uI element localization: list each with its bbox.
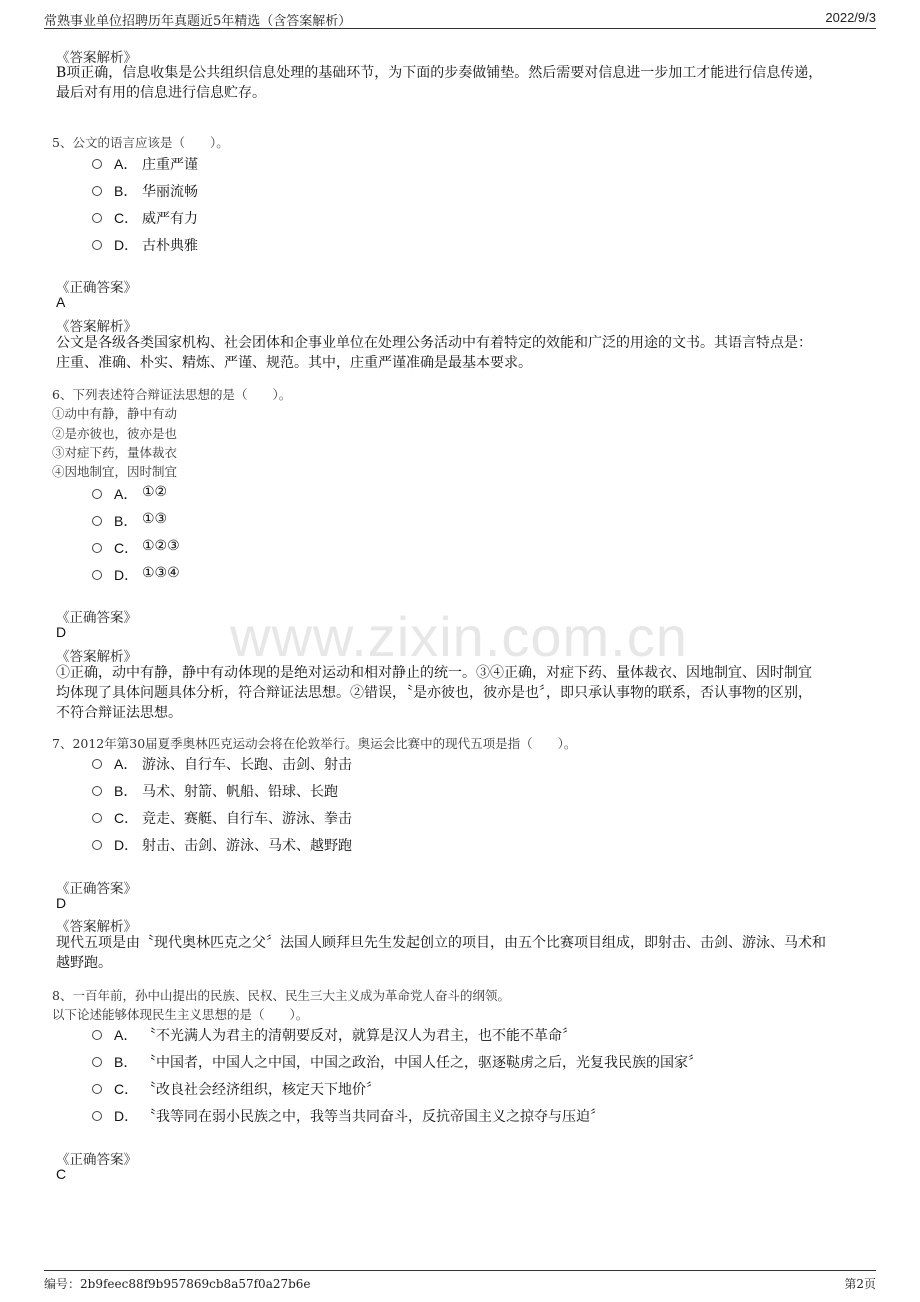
- analysis-line: B项正确，信息收集是公共组织信息处理的基础环节，为下面的步奏做铺垫。然后需要对信息进一步加工才能进行信息传递，: [56, 65, 823, 81]
- answer-heading: 《正确答案》: [56, 1152, 137, 1168]
- analysis-heading: 《答案解析》: [56, 649, 137, 665]
- option-label: B．: [114, 1054, 138, 1070]
- option-label: D．: [114, 837, 139, 853]
- radio-icon[interactable]: [92, 489, 102, 499]
- option-label: A．: [114, 156, 138, 172]
- option-text: ①③: [142, 511, 168, 527]
- page-footer: [44, 1270, 876, 1297]
- question-8: 8、一百年前，孙中山提出的民族、民权、民生三大主义成为革命党人奋斗的纲领。: [52, 988, 510, 1003]
- option-text: 〝不光满人为君主的清朝要反对，就算是汉人为君主，也不能不革命〞: [142, 1028, 576, 1044]
- analysis-line: 越野跑。: [56, 955, 112, 971]
- option-text: 〝我等同在弱小民族之中，我等当共同奋斗，反抗帝国主义之掠夺与压迫〞: [142, 1109, 604, 1125]
- radio-icon[interactable]: [92, 840, 102, 850]
- option-label: A．: [114, 1027, 138, 1043]
- option-text: 竞走、赛艇、自行车、游泳、拳击: [142, 811, 352, 827]
- option-label: C．: [114, 1081, 139, 1097]
- document-code: 编号：2b9feec88f9b957869cb8a57f0a27b6e: [44, 1277, 311, 1291]
- radio-icon[interactable]: [92, 516, 102, 526]
- radio-icon[interactable]: [92, 159, 102, 169]
- analysis-line: 均体现了具体问题具体分析，符合辩证法思想。②错误，〝是亦彼也，彼亦是也〞，即只承认事物的联系，否认事物的区别，: [56, 685, 812, 701]
- option-label: D．: [114, 1108, 139, 1124]
- option-text: 射击、击剑、游泳、马术、越野跑: [142, 838, 352, 854]
- answer-value: A: [56, 294, 66, 310]
- radio-icon[interactable]: [92, 786, 102, 796]
- question-7: 7、2012年第30届夏季奥林匹克运动会将在伦敦举行。奥运会比赛中的现代五项是指（ ）。: [52, 736, 577, 751]
- option-label: B．: [114, 783, 138, 799]
- analysis-line: ①正确，动中有静，静中有动体现的是绝对运动和相对静止的统一。③④正确，对症下药、量体裁衣、因地制宜、因时制宜: [56, 665, 812, 681]
- option-label: D．: [114, 567, 139, 583]
- analysis-heading: 《答案解析》: [56, 919, 137, 935]
- radio-icon[interactable]: [92, 240, 102, 250]
- analysis-text: [56, 663, 876, 723]
- option-label: C．: [114, 210, 139, 226]
- radio-icon[interactable]: [92, 186, 102, 196]
- analysis-line: 现代五项是由〝现代奥林匹克之父〞法国人顾拜旦先生发起创立的项目，由五个比赛项目组成，即射击、击剑、游泳、马术和: [56, 935, 826, 951]
- option-label: A．: [114, 486, 138, 502]
- document-title: 常熟事业单位招聘历年真题近5年精选（含答案解析）: [44, 14, 352, 29]
- analysis-text: [56, 333, 876, 373]
- option-text: 马术、射箭、帆船、铅球、长跑: [142, 784, 338, 800]
- answer-value: C: [56, 1166, 67, 1182]
- option-text: 〝改良社会经济组织，核定天下地价〞: [142, 1082, 380, 1098]
- option-label: C．: [114, 810, 139, 826]
- statement-item: ③对症下药，量体裁衣: [52, 445, 178, 460]
- option-label: B．: [114, 513, 138, 529]
- radio-icon[interactable]: [92, 759, 102, 769]
- analysis-line: 最后对有用的信息进行信息贮存。: [56, 85, 266, 101]
- statement-item: ①动中有静，静中有动: [52, 406, 178, 421]
- answer-heading: 《正确答案》: [56, 610, 137, 626]
- option-text: ①②③: [142, 538, 180, 554]
- question-8-line-2: 以下论述能够体现民生主义思想的是（ ）。: [52, 1007, 309, 1022]
- analysis-line: 不符合辩证法思想。: [56, 705, 182, 721]
- option-text: 华丽流畅: [142, 184, 198, 200]
- statement-item: ④因地制宜，因时制宜: [52, 464, 178, 479]
- radio-icon[interactable]: [92, 543, 102, 553]
- option-label: C．: [114, 540, 139, 556]
- option-text: 〝中国者，中国人之中国，中国之政治，中国人任之，驱逐鞑虏之后，光复我民族的国家〞: [142, 1055, 702, 1071]
- option-text: ①②: [142, 484, 168, 500]
- radio-icon[interactable]: [92, 1057, 102, 1067]
- option-text: 游泳、自行车、长跑、击剑、射击: [142, 757, 352, 773]
- analysis-text: [56, 63, 876, 103]
- analysis-line: 公文是各级各类国家机构、社会团体和企事业单位在处理公务活动中有着特定的效能和广泛的用途的文书。其语言特点是：: [56, 335, 812, 351]
- option-label: B．: [114, 183, 138, 199]
- watermark: www.zixin.com.cn: [230, 605, 688, 668]
- radio-icon[interactable]: [92, 1030, 102, 1040]
- document-date: 2022/9/3: [825, 10, 876, 25]
- answer-value: D: [56, 624, 67, 640]
- analysis-line: 庄重、准确、朴实、精炼、严谨、规范。其中，庄重严谨准确是最基本要求。: [56, 355, 532, 371]
- radio-icon[interactable]: [92, 213, 102, 223]
- option-label: A．: [114, 756, 138, 772]
- page-number: 第2页: [844, 1277, 876, 1291]
- answer-value: D: [56, 895, 67, 911]
- radio-icon[interactable]: [92, 1084, 102, 1094]
- question-5: 5、公文的语言应该是（ ）。: [52, 135, 229, 150]
- radio-icon[interactable]: [92, 570, 102, 580]
- option-text: 威严有力: [142, 211, 198, 227]
- option-text: ①③④: [142, 565, 180, 581]
- analysis-heading: 《答案解析》: [56, 50, 137, 66]
- option-text: 古朴典雅: [142, 238, 198, 254]
- page-header: [44, 6, 876, 29]
- analysis-heading: 《答案解析》: [56, 319, 137, 335]
- statement-item: ②是亦彼也，彼亦是也: [52, 426, 178, 441]
- question-6: 6、下列表述符合辩证法思想的是（ ）。: [52, 387, 292, 402]
- answer-heading: 《正确答案》: [56, 280, 137, 296]
- answer-heading: 《正确答案》: [56, 881, 137, 897]
- option-text: 庄重严谨: [142, 157, 198, 173]
- option-label: D．: [114, 237, 139, 253]
- radio-icon[interactable]: [92, 813, 102, 823]
- radio-icon[interactable]: [92, 1111, 102, 1121]
- analysis-text: [56, 933, 876, 973]
